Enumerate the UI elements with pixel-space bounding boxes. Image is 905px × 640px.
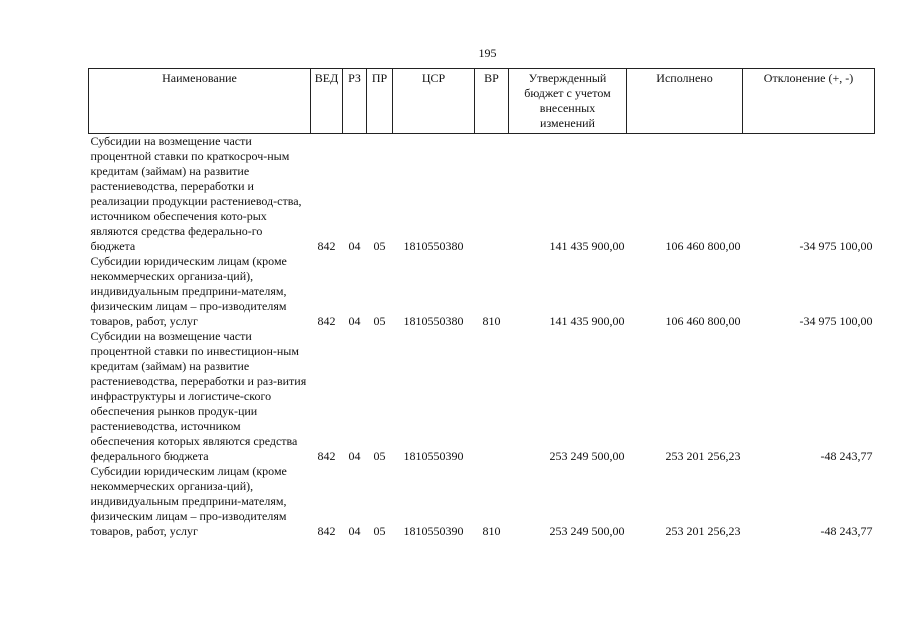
table-row [89,254,875,329]
row-vr [475,329,509,464]
row-executed: 253 201 256,23 [665,524,741,538]
row-executed: 253 201 256,23 [665,449,741,463]
header-ved: ВЕД [311,69,343,134]
table-row [89,464,875,539]
row-ved: 842 [317,524,336,538]
row-approved: 253 249 500,00 [549,449,625,463]
row-vr: 810 [482,524,501,538]
header-executed: Исполнено [627,69,743,134]
table-header-row [89,69,875,134]
row-approved: 141 435 900,00 [549,239,625,253]
row-vr [475,134,509,255]
row-ved: 842 [317,449,336,463]
row-vr: 810 [482,314,501,328]
header-name: Наименование [89,69,311,134]
row-deviation: -48 243,77 [820,524,873,538]
row-approved: 141 435 900,00 [549,314,625,328]
budget-table [88,68,875,539]
row-name: Субсидии на возмещение части процентной ставки по инвестицион-ным кредитам (займам) на развитие растениеводства, переработки и раз-вития инфраструктуры и логистиче-ского обеспечения рынков продук-ции растениеводства, источником обеспечения которых являются средства федерального бюджета [90,329,307,463]
header-deviation: Отклонение (+, -) [743,69,875,134]
row-csr: 1810550380 [403,314,464,328]
row-rz: 04 [348,239,361,253]
row-rz: 04 [348,314,361,328]
table-row [89,329,875,464]
header-rz: РЗ [343,69,367,134]
row-deviation: -34 975 100,00 [799,314,873,328]
row-pr: 05 [373,449,386,463]
row-executed: 106 460 800,00 [665,314,741,328]
row-pr: 05 [373,524,386,538]
row-pr: 05 [373,239,386,253]
row-ved: 842 [317,239,336,253]
row-executed: 106 460 800,00 [665,239,741,253]
header-approved: Утвержденный бюджет с учетом внесенных изменений [509,69,627,134]
row-csr: 1810550390 [403,524,464,538]
header-vr: ВР [475,69,509,134]
row-csr: 1810550380 [403,239,464,253]
row-csr: 1810550390 [403,449,464,463]
row-name: Субсидии юридическим лицам (кроме некоммерческих организа-ций), индивидуальным предприни-мателям, физическим лицам – про-изводителям товаров, работ, услуг [90,254,287,328]
header-csr: ЦСР [393,69,475,134]
row-pr: 05 [373,314,386,328]
row-deviation: -34 975 100,00 [799,239,873,253]
row-name: Субсидии на возмещение части процентной ставки по краткосроч-ным кредитам (займам) на развитие растениеводства, переработки и реализации продукции растениевод-ства, источником обеспечения кото-рых являются средства федерально-го бюджета [90,134,302,253]
row-name: Субсидии юридическим лицам (кроме некоммерческих организа-ций), индивидуальным предприни-мателям, физическим лицам – про-изводителям товаров, работ, услуг [90,464,287,538]
table-row [89,134,875,255]
row-deviation: -48 243,77 [820,449,873,463]
row-rz: 04 [348,449,361,463]
row-rz: 04 [348,524,361,538]
header-pr: ПР [367,69,393,134]
row-approved: 253 249 500,00 [549,524,625,538]
page-number: 195 [478,46,497,60]
row-ved: 842 [317,314,336,328]
